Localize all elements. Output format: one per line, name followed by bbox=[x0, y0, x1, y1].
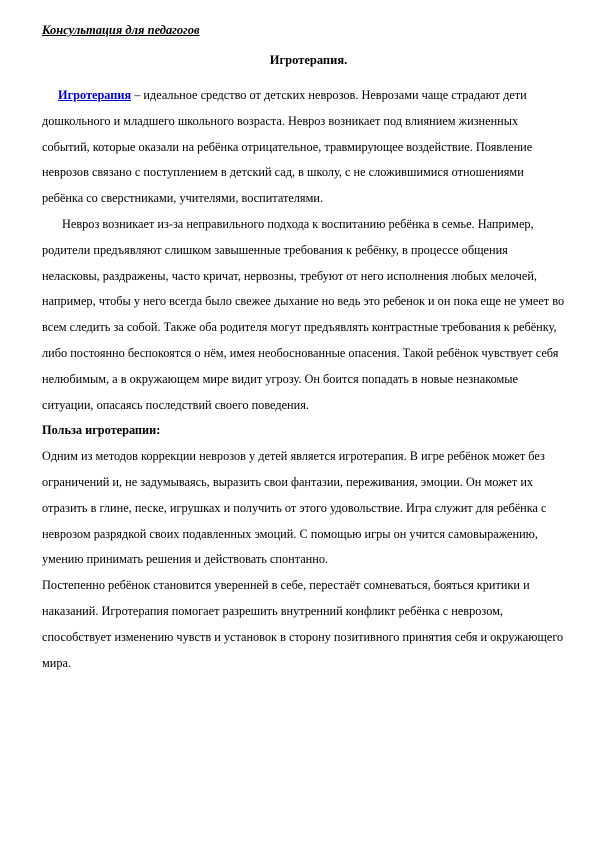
section-heading-benefits: Польза игротерапии: bbox=[42, 423, 161, 438]
document-title: Игротерапия. bbox=[269, 53, 348, 67]
paragraph-conclusion: Постепенно ребёнок становится уверенней в себе, перестаёт сомневаться, бояться критики и наказаний. Игротерапия помогает разрешить внутренний конфликт ребёнка с неврозом, способствует изменению чувств и установок в сторону позитивного принятия себя и окружающего мира. bbox=[42, 578, 564, 670]
paragraph-causes: Невроз возникает из-за неправильного подхода к воспитанию ребёнка в семье. Например, родители предъявляют слишком завышенные требования к ребёнку, в процессе общения неласковы, раздражены, часто кричат, нервозны, требуют от него исполнения любых мелочей, например, чтобы у него всегда было свежее дыхание но ведь это ребенок и он пока еще не умеет во всем следить за собой. Также оба родителя могут предъявлять контрастные требования к ребёнку, либо постоянно беспокоятся о нём, имея необоснованные опасения. Такой ребёнок чувствует себя нелюбимым, а в окружающем мире видит угрозу. Он боится попадать в новые незнакомые ситуации, опасаясь последствий своего поведения. bbox=[42, 216, 565, 412]
document-header: Консультация для педагогов bbox=[42, 23, 200, 37]
paragraph-intro-text: – идеальное средство от детских неврозов. Неврозами чаще страдают дети дошкольного и младшего школьного возраста. Невроз возникает под влиянием жизненных событий, которые оказали на ребёнка отрицательное, травмирующее воздействие. Появление неврозов связано с поступлением в детский сад, в школу, с не сложившимися отношениями ребёнка со сверстниками, учителями, воспитателями. bbox=[42, 88, 533, 206]
paragraph-intro bbox=[42, 83, 565, 212]
term-link[interactable]: Игротерапия bbox=[58, 88, 132, 102]
paragraph-benefits: Одним из методов коррекции неврозов у детей является игротерапия. В игре ребёнок может без ограничений и, не задумываясь, выразить свои фантазии, переживания, эмоции. Он может их отразить в глине, песке, игрушках и получить от этого удовольствие. Игра служит для ребёнка с неврозом разрядкой своих подавленных эмоций. С помощью игры он учится самовыражению, умению принимать решения и действовать спонтанно. bbox=[42, 449, 547, 567]
